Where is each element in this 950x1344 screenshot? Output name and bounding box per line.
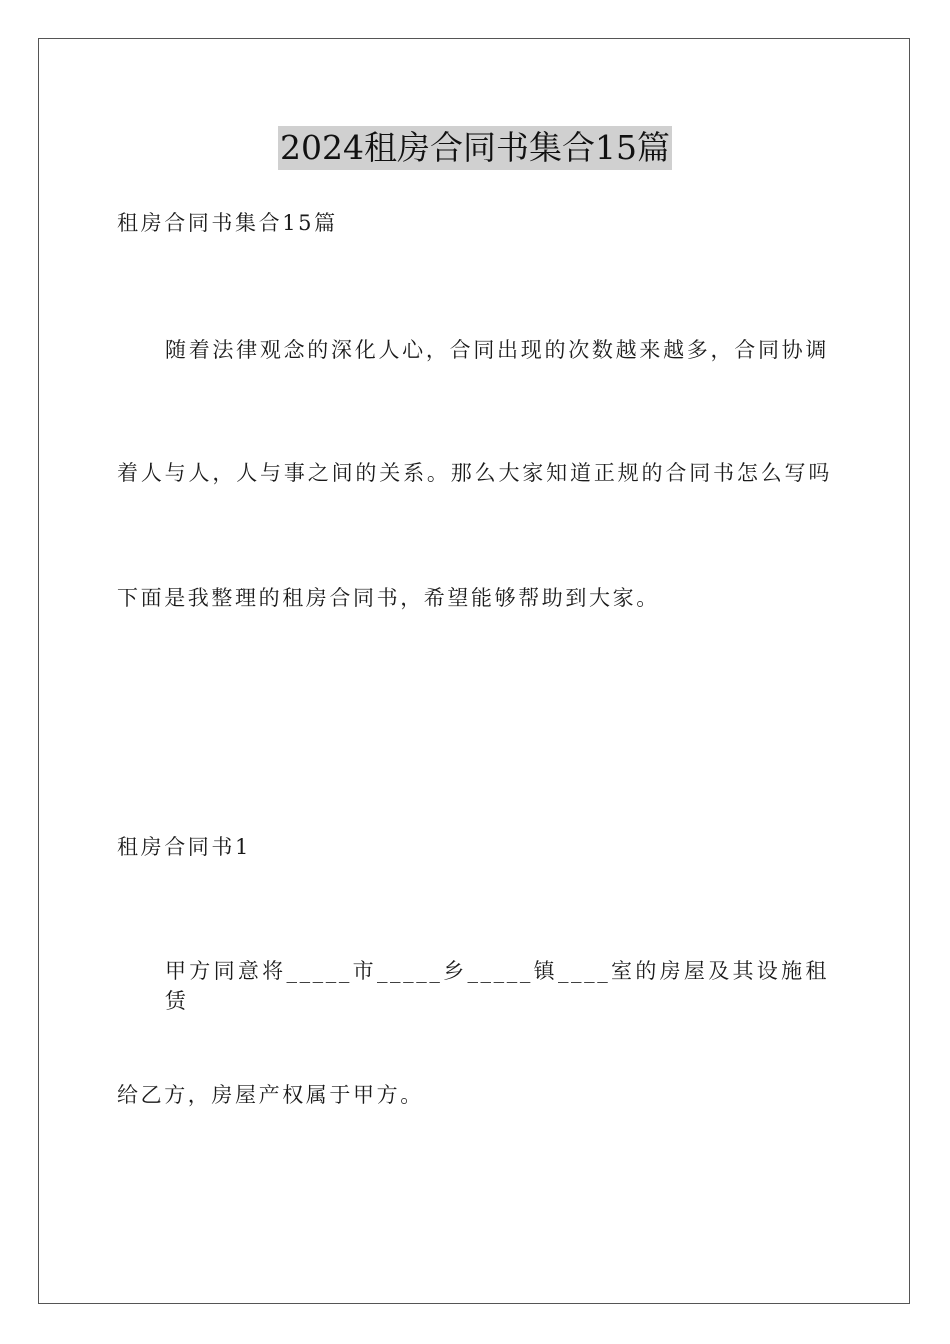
title-container [0,126,950,170]
section-paragraph-line-1: 甲方同意将_____市_____乡_____镇____室的房屋及其设施租赁 [165,959,829,1013]
document-subtitle: 租房合同书集合15篇 [117,211,338,235]
intro-paragraph-line-2: 着人与人，人与事之间的关系。那么大家知道正规的合同书怎么写吗 [117,461,832,485]
section-heading: 租房合同书1 [117,835,251,859]
intro-paragraph-line-3: 下面是我整理的租房合同书，希望能够帮助到大家。 [117,586,660,610]
intro-paragraph-line-1: 随着法律观念的深化人心，合同出现的次数越来越多，合同协调 [165,338,829,362]
section-paragraph-line-2: 给乙方，房屋产权属于甲方。 [117,1083,424,1107]
document-title: 2024租房合同书集合15篇 [278,126,672,170]
